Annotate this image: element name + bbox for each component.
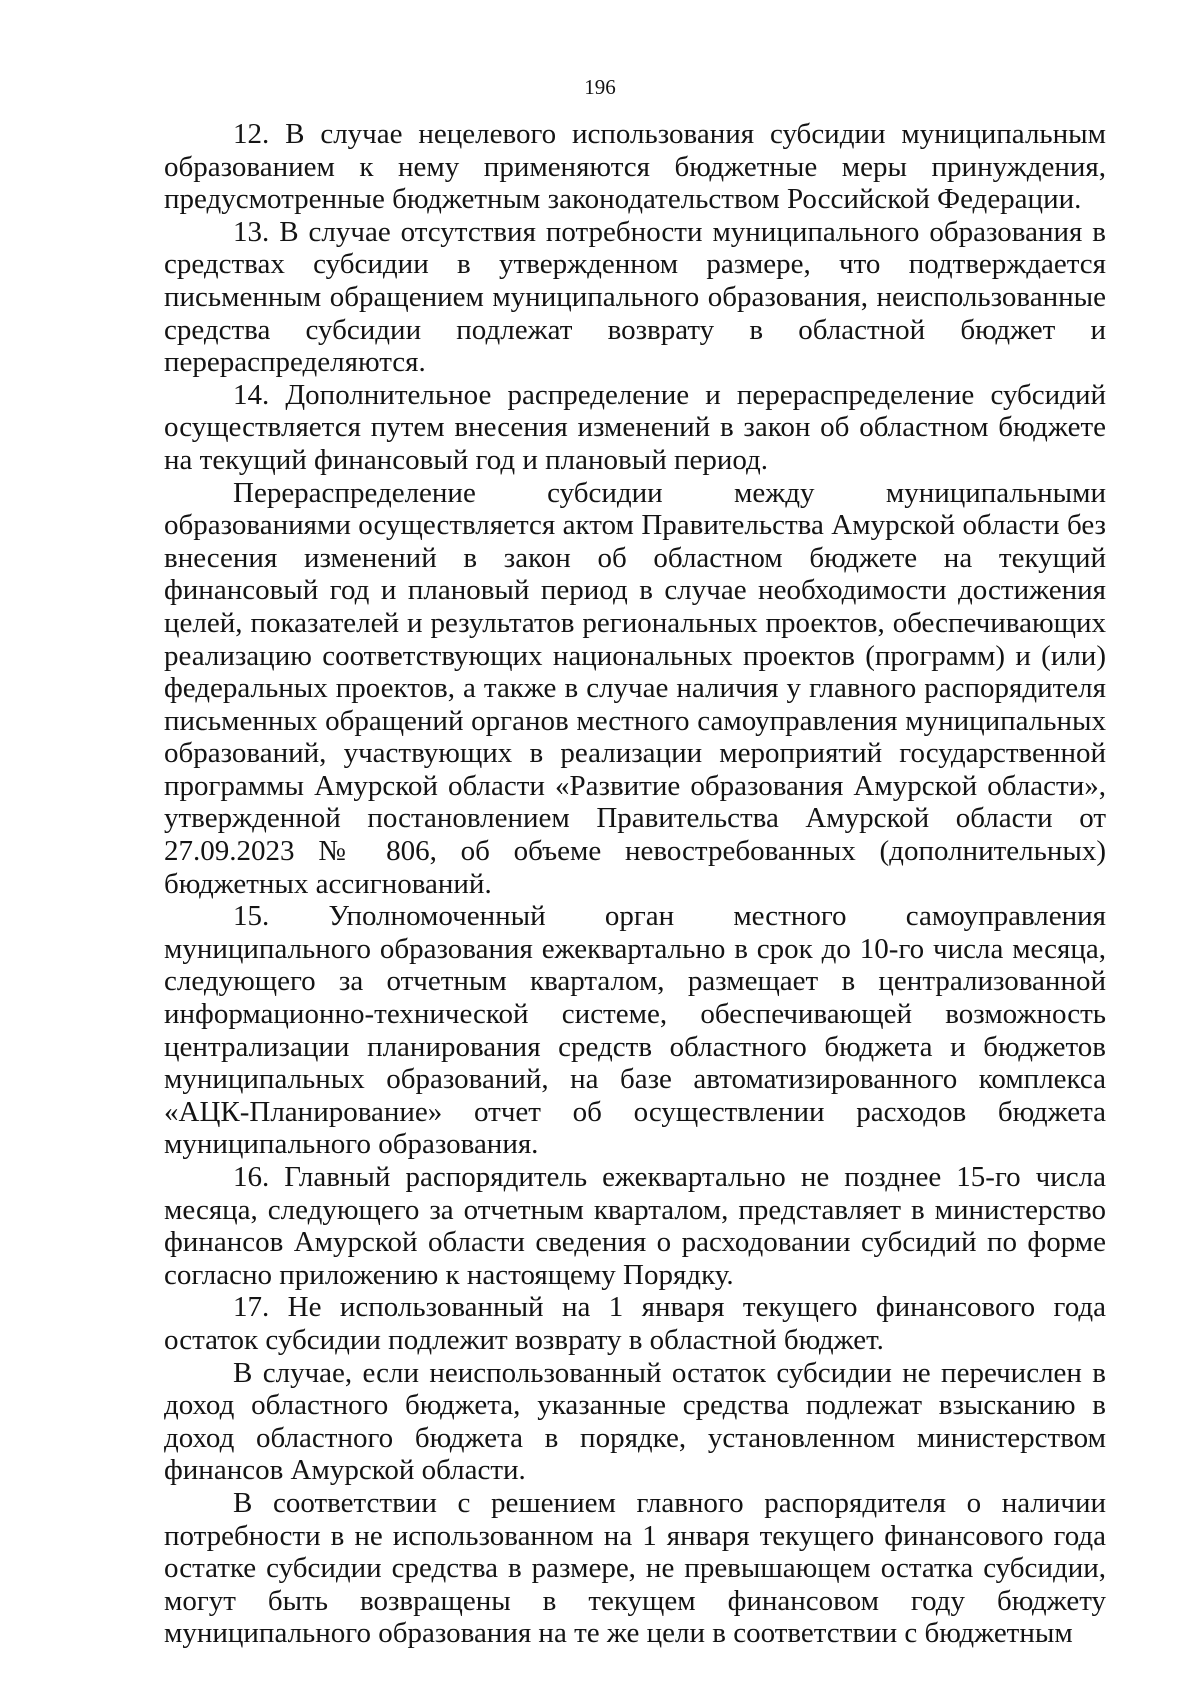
paragraph-redistribution: Перераспределение субсидии между муниципальными образованиями осуществляется актом Правительства Амурской области без внесения изменений в закон об областном бюджете на текущий финансовый год и плановый период в случае необходимости достижения целей, показателей и результатов региональных проектов, обеспечивающих реализацию соответствующих национальных проектов (программ) и (или) федеральных проектов, а также в случае наличия у главного распорядителя письменных обращений органов местного самоуправления муниципальных образований, участвующих в реализации мероприятий государственной программы Амурской области «Развитие образования Амурской области», утвержденной постановлением Правительства Амурской области от 27.09.2023 № 806, об объеме невостребованных (дополнительных) бюджетных ассигнований. (164, 476, 1106, 900)
paragraph-12: 12. В случае нецелевого использования субсидии муниципальным образованием к нему применяются бюджетные меры принуждения, предусмотренные бюджетным законодательством Российской Федерации. (164, 118, 1106, 216)
document-body (164, 118, 1106, 1650)
paragraph-17: 17. Не использованный на 1 января текущего финансового года остаток субсидии подлежит возврату в областной бюджет. (164, 1291, 1106, 1356)
paragraph-recovery: В случае, если неиспользованный остаток субсидии не перечислен в доход областного бюджета, указанные средства подлежат взысканию в доход областного бюджета в порядке, установленном министерством финансов Амурской области. (164, 1356, 1106, 1487)
paragraph-15: 15. Уполномоченный орган местного самоуправления муниципального образования ежеквартально в срок до 10-го числа месяца, следующего за отчетным кварталом, размещает в централизованной информационно-технической системе, обеспечивающей возможность централизации планирования средств областного бюджета и бюджетов муниципальных образований, на базе автоматизированного комплекса «АЦК-Планирование» отчет об осуществлении расходов бюджета муниципального образования. (164, 900, 1106, 1161)
paragraph-return: В соответствии с решением главного распорядителя о наличии потребности в не использованном на 1 января текущего финансового года остатке субсидии средства в размере, не превышающем остатка субсидии, могут быть возвращены в текущем финансовом году бюджету муниципального образования на те же цели в соответствии с бюджетным (164, 1486, 1106, 1650)
paragraph-14: 14. Дополнительное распределение и перераспределение субсидий осуществляется путем внесения изменений в закон об областном бюджете на текущий финансовый год и плановый период. (164, 378, 1106, 476)
paragraph-16: 16. Главный распорядитель ежеквартально не позднее 15-го числа месяца, следующего за отчетным кварталом, представляет в министерство финансов Амурской области сведения о расходовании субсидий по форме согласно приложению к настоящему Порядку. (164, 1161, 1106, 1291)
page-number: 196 (584, 75, 616, 99)
paragraph-13: 13. В случае отсутствия потребности муниципального образования в средствах субсидии в утвержденном размере, что подтверждается письменным обращением муниципального образования, неиспользованные средства субсидии подлежат возврату в областной бюджет и перераспределяются. (164, 215, 1106, 379)
